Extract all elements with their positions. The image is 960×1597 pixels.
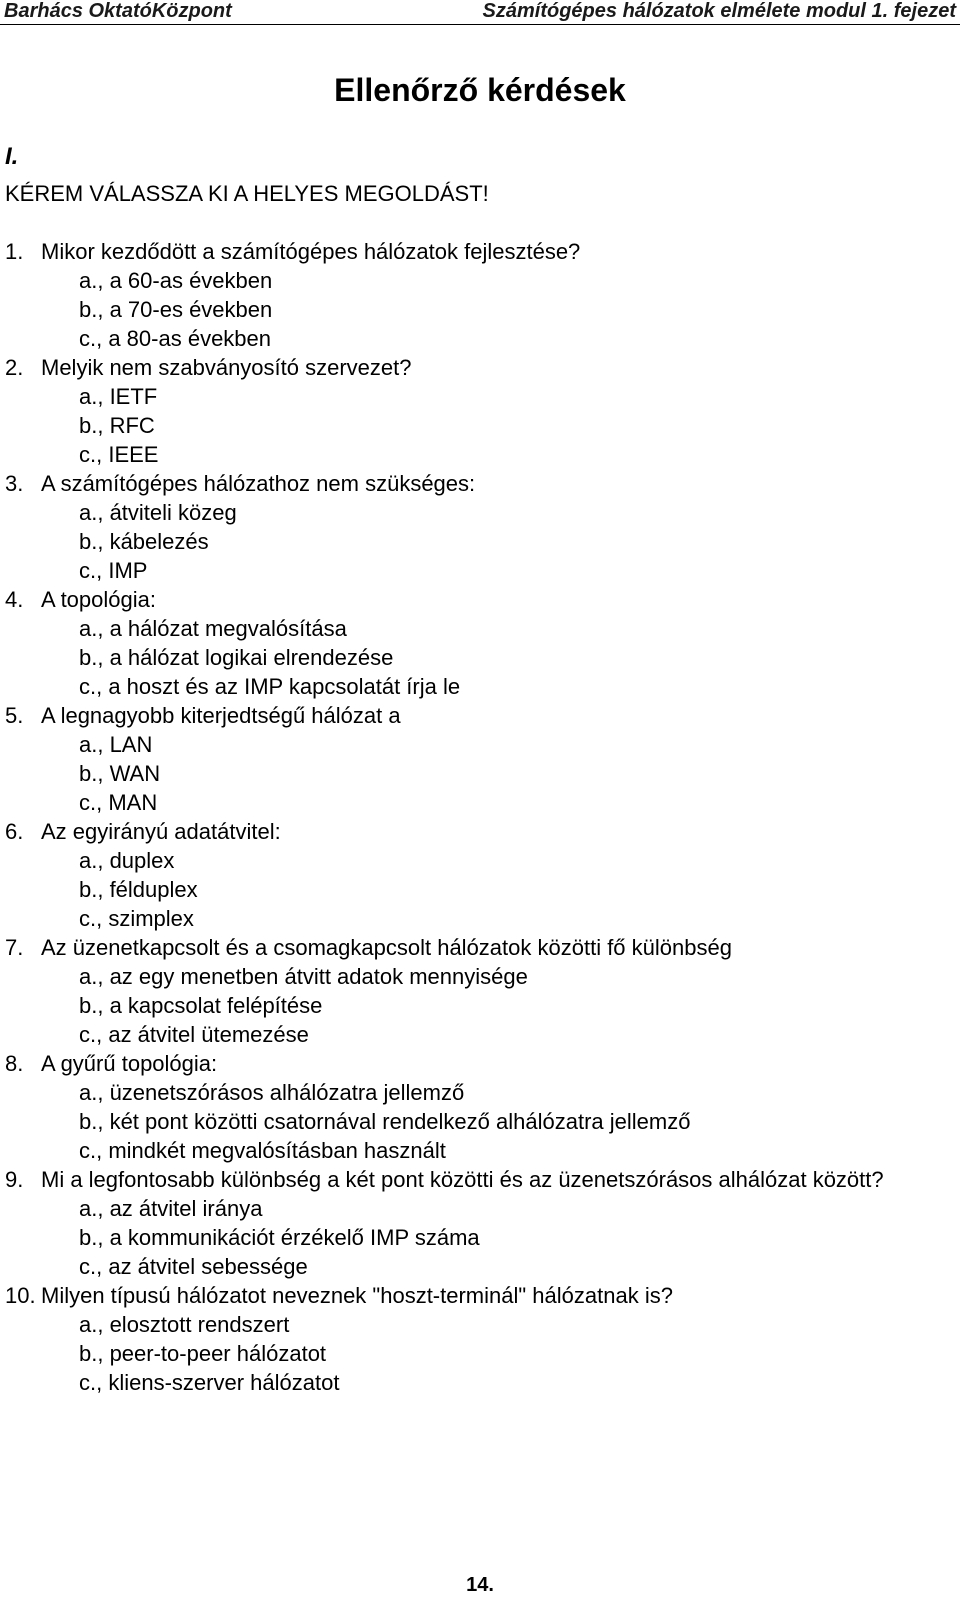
answer-options xyxy=(41,846,945,933)
question-text: Mikor kezdődött a számítógépes hálózatok fejlesztése? xyxy=(41,239,581,264)
answer-option: c., az átvitel sebessége xyxy=(79,1254,308,1279)
answer-option: c., a 80-as években xyxy=(79,326,272,351)
question-number: 4. xyxy=(5,587,24,612)
question-item xyxy=(5,1281,945,1397)
question-number: 10. xyxy=(5,1283,36,1308)
answer-option: a., átviteli közeg xyxy=(79,500,237,525)
answer-option: b., WAN xyxy=(79,761,161,786)
answer-option: a., elosztott rendszert xyxy=(79,1312,290,1337)
question-text: A számítógépes hálózathoz nem szükséges: xyxy=(41,471,476,496)
page-header xyxy=(0,0,960,25)
instruction-text: KÉREM VÁLASSZA KI A HELYES MEGOLDÁST! xyxy=(5,181,489,206)
answer-option: a., duplex xyxy=(79,848,175,873)
answer-option: c., IEEE xyxy=(79,442,159,467)
answer-option: b., félduplex xyxy=(79,877,198,902)
answer-option: c., az átvitel ütemezése xyxy=(79,1022,309,1047)
page-title: Ellenőrző kérdések xyxy=(334,72,626,108)
answer-option: c., IMP xyxy=(79,558,148,583)
answer-options xyxy=(41,962,945,1049)
answer-option: b., kábelezés xyxy=(79,529,209,554)
answer-options xyxy=(41,498,945,585)
answer-option: c., mindkét megvalósításban használt xyxy=(79,1138,446,1163)
answer-option: a., IETF xyxy=(79,384,158,409)
answer-options xyxy=(41,382,945,469)
question-item xyxy=(5,353,945,469)
question-text: A legnagyobb kiterjedtségű hálózat a xyxy=(41,703,401,728)
answer-option: b., RFC xyxy=(79,413,155,438)
question-text: A gyűrű topológia: xyxy=(41,1051,218,1076)
header-organization: Barhács OktatóKözpont xyxy=(4,0,232,22)
question-item xyxy=(5,817,945,933)
answer-option: a., a hálózat megvalósítása xyxy=(79,616,347,641)
question-item xyxy=(5,701,945,817)
answer-options xyxy=(41,1310,945,1397)
answer-options xyxy=(41,1078,945,1165)
answer-option: c., szimplex xyxy=(79,906,194,931)
answer-options xyxy=(41,614,945,701)
answer-options xyxy=(41,730,945,817)
question-text: Az egyirányú adatátvitel: xyxy=(41,819,281,844)
answer-option: c., MAN xyxy=(79,790,158,815)
question-number: 8. xyxy=(5,1051,24,1076)
question-number: 3. xyxy=(5,471,24,496)
answer-option: a., LAN xyxy=(79,732,153,757)
question-text: Milyen típusú hálózatot neveznek "hoszt-terminál" hálózatnak is? xyxy=(41,1283,673,1308)
answer-option: a., az átvitel iránya xyxy=(79,1196,263,1221)
page-number: 14. xyxy=(466,1574,494,1596)
answer-option: a., üzenetszórásos alhálózatra jellemző xyxy=(79,1080,465,1105)
question-item xyxy=(5,585,945,701)
question-item xyxy=(5,1165,945,1281)
answer-option: c., kliens-szerver hálózatot xyxy=(79,1370,340,1395)
question-number: 7. xyxy=(5,935,24,960)
answer-option: b., peer-to-peer hálózatot xyxy=(79,1341,327,1366)
question-item xyxy=(5,1049,945,1165)
answer-option: b., két pont közötti csatornával rendelkező alhálózatra jellemző xyxy=(79,1109,691,1134)
section-number: I. xyxy=(5,143,19,170)
answer-option: b., a kapcsolat felépítése xyxy=(79,993,323,1018)
question-number: 1. xyxy=(5,239,24,264)
question-text: Melyik nem szabványosító szervezet? xyxy=(41,355,412,380)
question-text: Mi a legfontosabb különbség a két pont közötti és az üzenetszórásos alhálózat között? xyxy=(41,1167,884,1192)
header-module-title: Számítógépes hálózatok elmélete modul 1. fejezet xyxy=(482,0,956,22)
question-number: 5. xyxy=(5,703,24,728)
answer-option: b., a kommunikációt érzékelő IMP száma xyxy=(79,1225,480,1250)
question-text: Az üzenetkapcsolt és a csomagkapcsolt hálózatok közötti fő különbség xyxy=(41,935,732,960)
question-item xyxy=(5,469,945,585)
answer-options xyxy=(41,266,945,353)
answer-option: a., a 60-as években xyxy=(79,268,273,293)
question-item xyxy=(5,237,945,353)
question-list xyxy=(5,237,945,1397)
question-number: 2. xyxy=(5,355,24,380)
question-item xyxy=(5,933,945,1049)
answer-option: b., a 70-es években xyxy=(79,297,273,322)
question-number: 9. xyxy=(5,1167,24,1192)
question-number: 6. xyxy=(5,819,24,844)
answer-option: b., a hálózat logikai elrendezése xyxy=(79,645,394,670)
answer-option: a., az egy menetben átvitt adatok mennyisége xyxy=(79,964,528,989)
answer-options xyxy=(41,1194,945,1281)
question-text: A topológia: xyxy=(41,587,156,612)
answer-option: c., a hoszt és az IMP kapcsolatát írja le xyxy=(79,674,461,699)
